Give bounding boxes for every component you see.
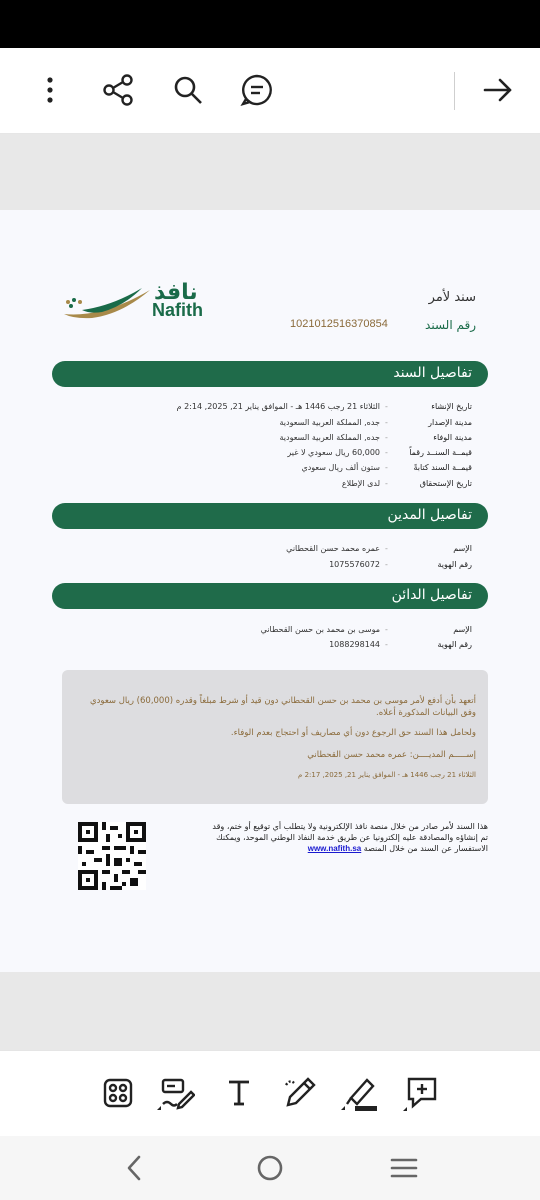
row-separator: - (385, 625, 388, 634)
section-heading: تفاصيل المدين (387, 507, 472, 523)
back-icon[interactable] (116, 1150, 152, 1186)
section-creditor-details (52, 583, 488, 609)
page-gap-bottom (0, 972, 540, 1050)
row-value: جده, المملكة العربية السعودية (279, 418, 380, 427)
pledge-text: أتعهد بأن أدفع لأمر موسى بن محمد بن حسن القحطاني دون قيد أو شرط مبلغاً وقدره (60,000) ريال سعودي (89, 696, 476, 706)
row-value: 1075576072 (329, 560, 380, 569)
draw-icon[interactable] (280, 1073, 320, 1113)
row-value: 60,000 ريال سعودي لا غير (287, 448, 380, 457)
status-bar (0, 0, 540, 48)
row-value: الثلاثاء 21 رجب 1446 هـ - الموافق يناير 21, 2025, 2:14 م (176, 402, 380, 411)
bottom-toolbar (0, 1050, 540, 1136)
comments-icon[interactable] (237, 70, 277, 110)
row-separator: - (385, 640, 388, 649)
recents-icon[interactable] (386, 1150, 422, 1186)
footer-note-line: هذا السند لأمر صادر من خلال منصة نافذ الإلكترونية ولا يتطلب أي توقيع أو ختم، وقد (212, 822, 488, 831)
search-icon[interactable] (168, 70, 208, 110)
section-heading: تفاصيل السند (393, 365, 472, 381)
home-icon[interactable] (252, 1150, 288, 1186)
document-title: سند لأمر (428, 290, 476, 305)
footer-note-text: الاستفسار عن السند من خلال المنصة (363, 844, 488, 853)
pledge-box (62, 670, 488, 804)
qr-code (78, 822, 146, 890)
row-separator: - (385, 544, 388, 553)
share-icon[interactable] (98, 70, 138, 110)
row-value: موسى بن محمد بن حسن القحطاني (260, 625, 380, 634)
text-icon[interactable] (219, 1073, 259, 1113)
system-navigation-bar (0, 1136, 540, 1200)
row-separator: - (385, 433, 388, 442)
row-value: عمره محمد حسن القحطاني (286, 544, 380, 553)
row-separator: - (385, 448, 388, 457)
row-separator: - (385, 402, 388, 411)
sign-icon[interactable] (156, 1073, 196, 1113)
footer-note-line: تم إنشاؤه والمصادقة عليه إلكترونيا عن طريق خدمة النفاذ الوطني الموحد، ويمكنك (216, 833, 488, 842)
row-label: رقم الهوية (437, 560, 472, 569)
section-bond-details (52, 361, 488, 387)
bond-number-value: 1021012516370854 (290, 318, 388, 330)
logo-arabic-text: نافذ (154, 280, 198, 305)
pledge-debtor-name: إســـــم المديــــن: عمره محمد حسن القحطاني (307, 750, 476, 760)
logo-english-text: Nafith (152, 300, 203, 320)
row-separator: - (385, 560, 388, 569)
highlight-icon[interactable] (340, 1073, 380, 1113)
page-gap-top (0, 134, 540, 210)
row-value: لدى الإطلاع (341, 479, 380, 488)
arrow-right-icon[interactable] (478, 70, 518, 110)
row-label: مدينة الإصدار (428, 418, 472, 427)
add-comment-icon[interactable] (401, 1073, 441, 1113)
row-label: الإسم (453, 625, 472, 634)
row-value: 1088298144 (329, 640, 380, 649)
bond-number-label: رقم السند (425, 318, 476, 332)
row-value: جده, المملكة العربية السعودية (279, 433, 380, 442)
thumbnails-icon[interactable] (98, 1073, 138, 1113)
row-label: الإسم (453, 544, 472, 553)
row-label: مدينة الوفاء (433, 433, 472, 442)
more-vertical-icon[interactable] (30, 70, 70, 110)
pledge-text: وفق البيانات المذكورة أعلاه. (376, 708, 476, 718)
row-value: ستون ألف ريال سعودي (301, 463, 380, 472)
nafith-website-link[interactable]: www.nafith.sa (307, 844, 362, 853)
row-label: رقم الهوية (437, 640, 472, 649)
toolbar-divider (454, 72, 455, 110)
row-label: تاريخ الإنشاء (431, 402, 472, 411)
row-separator: - (385, 463, 388, 472)
row-separator: - (385, 479, 388, 488)
row-label: قيمــة السنــد رقماً (409, 448, 472, 457)
pledge-date: الثلاثاء 21 رجب 1446 هـ - الموافق يناير 21, 2025, 2:17 م (298, 771, 476, 779)
footer-note-line (178, 844, 488, 855)
section-debtor-details (52, 503, 488, 529)
top-toolbar (0, 48, 540, 134)
row-separator: - (385, 418, 388, 427)
row-label: قيمــة السند كتابةً (413, 463, 472, 472)
row-label: تاريخ الإستحقاق (419, 479, 472, 488)
pledge-text: ولحامل هذا السند حق الرجوع دون أي مصاريف أو احتجاج بعدم الوفاء. (230, 728, 476, 738)
section-heading: تفاصيل الدائن (391, 587, 472, 603)
